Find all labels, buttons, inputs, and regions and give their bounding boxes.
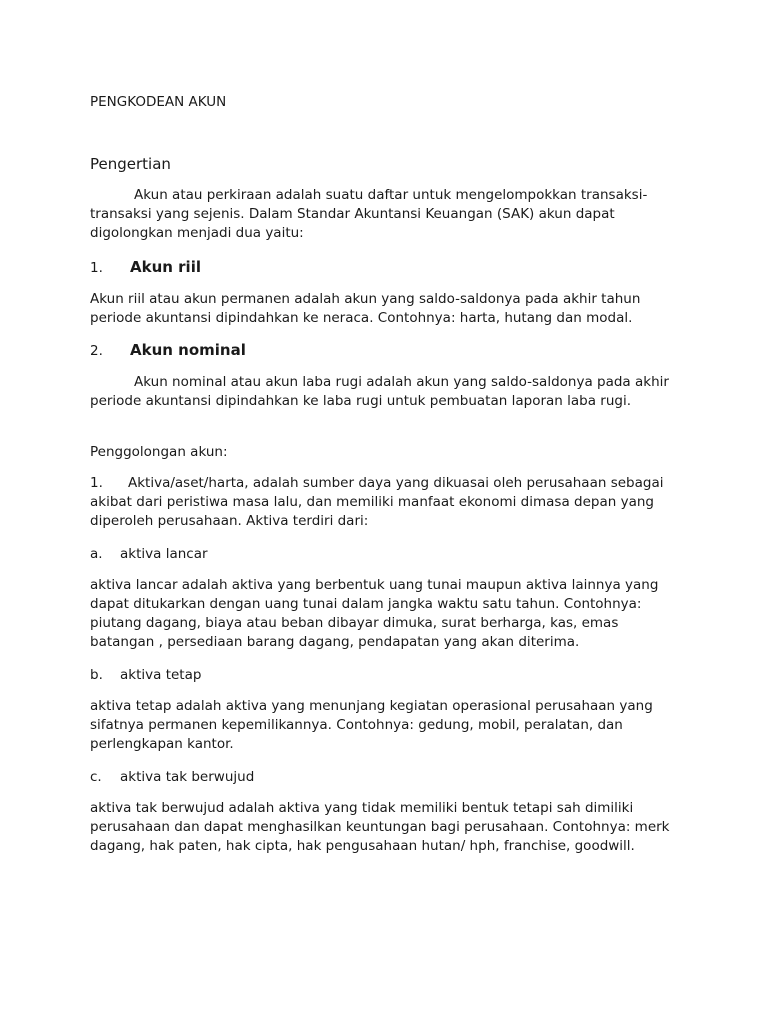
aktiva-tetap-heading [90,666,201,685]
aktiva-number: 1. [90,475,103,491]
aktiva-lancar-heading [90,545,208,564]
akun-nominal-number: 2. [90,343,103,359]
aktiva-tak-berwujud-title: aktiva tak berwujud [120,769,255,785]
intro-paragraph: Akun atau perkiraan adalah suatu daftar untuk mengelompokkan transaksi-transaksi yang sejenis. Dalam Standar Akuntansi Keuangan (SAK) akun dapat digolongkan menjadi dua yaitu: [90,187,648,241]
aktiva-tetap-letter: b. [90,667,103,683]
aktiva-tak-berwujud-paragraph: aktiva tak berwujud adalah aktiva yang tidak memiliki bentuk tetapi sah dimiliki perusahaan dan dapat menghasilkan keuntungan bagi perusahaan. Contohnya: merk dagang, hak paten, hak cipta, hak pengusahaan hutan/ hph, franchise, goodwill. [90,800,670,854]
akun-nominal-paragraph: Akun nominal atau akun laba rugi adalah akun yang saldo-saldonya pada akhir periode akuntansi dipindahkan ke laba rugi untuk pembuatan laporan laba rugi. [90,374,669,409]
akun-riil-title: Akun riil [130,258,201,276]
akun-riil-heading [90,258,201,278]
aktiva-tetap-paragraph: aktiva tetap adalah aktiva yang menunjang kegiatan operasional perusahaan yang sifatnya permanen kepemilikannya. Contohnya: gedung, mobil, peralatan, dan perlengkapan kantor. [90,698,653,752]
akun-riil-paragraph: Akun riil atau akun permanen adalah akun yang saldo-saldonya pada akhir tahun periode akuntansi dipindahkan ke neraca. Contohnya: harta, hutang dan modal. [90,291,641,326]
penggolongan-label: Penggolongan akun: [90,444,228,460]
aktiva-tak-berwujud-heading [90,768,254,787]
akun-riil-number: 1. [90,260,103,276]
section-heading-pengertian: Pengertian [90,155,171,173]
aktiva-text: Aktiva/aset/harta, adalah sumber daya yang dikuasai oleh perusahaan sebagai akibat dari peristiwa masa lalu, dan memiliki manfaat ekonomi dimasa depan yang diperoleh perusahaan. Aktiva terdiri dari: [90,475,664,529]
aktiva-paragraph [90,474,670,531]
aktiva-tetap-title: aktiva tetap [120,667,202,683]
aktiva-tak-berwujud-letter: c. [90,769,102,785]
aktiva-lancar-title: aktiva lancar [120,546,208,562]
akun-nominal-title: Akun nominal [130,341,246,359]
aktiva-lancar-letter: a. [90,546,103,562]
akun-nominal-heading [90,341,246,361]
aktiva-lancar-paragraph: aktiva lancar adalah aktiva yang berbentuk uang tunai maupun aktiva lainnya yang dapat ditukarkan dengan uang tunai dalam jangka waktu satu tahun. Contohnya: piutang dagang, biaya atau beban dibayar dimuka, surat berharga, kas, emas batangan , persediaan barang dagang, pendapatan yang akan diterima. [90,577,659,650]
document-title: PENGKODEAN AKUN [90,94,227,110]
